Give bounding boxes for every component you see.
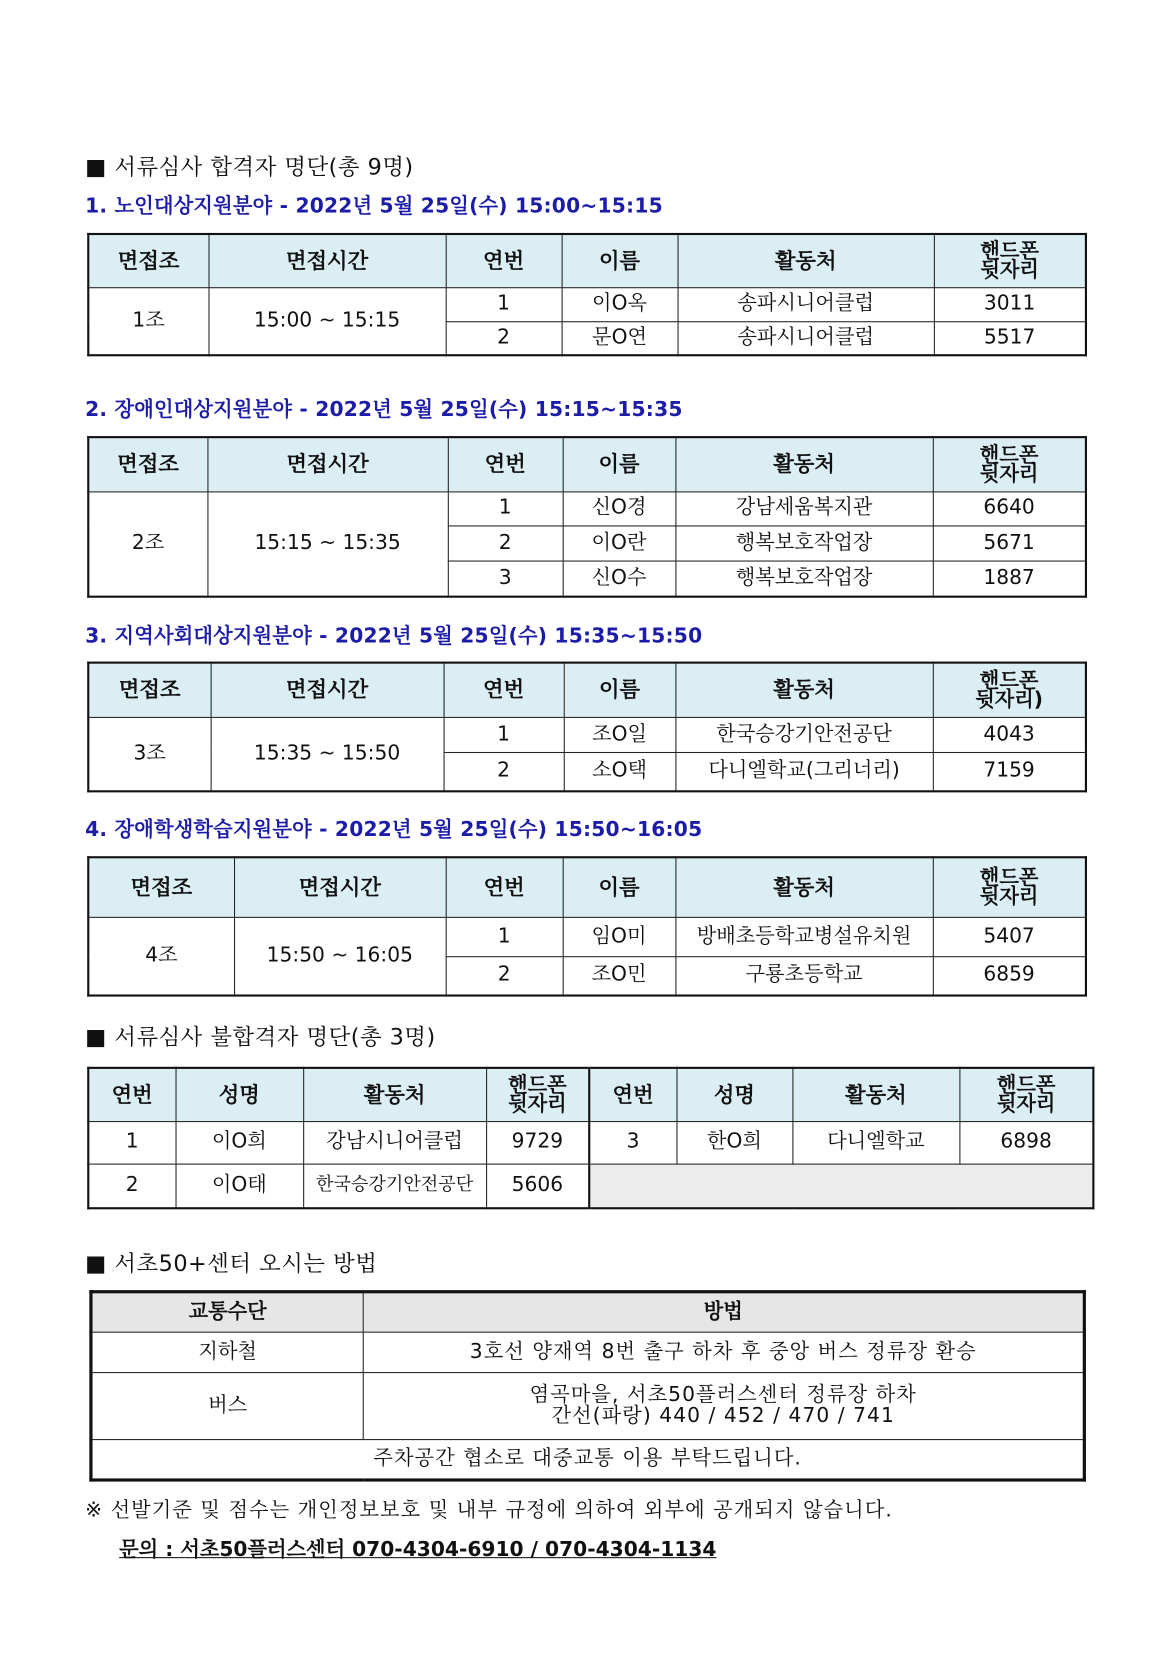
number-cell: 2 [446, 321, 562, 355]
empty-cell [589, 1164, 1093, 1209]
column-header: 면접조 [88, 663, 210, 717]
name-cell: 문O연 [562, 321, 678, 355]
column-header: 활동처 [675, 437, 932, 491]
interview-table [87, 233, 1087, 356]
column-header: 이름 [564, 663, 676, 717]
name-cell: 이O희 [175, 1121, 303, 1164]
team-cell: 3조 [88, 717, 210, 791]
phone-cell: 3011 [934, 287, 1086, 321]
organization-cell: 구룡초등학교 [675, 956, 932, 995]
number-cell: 3 [589, 1121, 676, 1164]
phone-cell: 4043 [933, 717, 1086, 752]
name-cell: 신O수 [563, 561, 676, 597]
column-header: 핸드폰 뒷자리 [959, 1068, 1093, 1121]
parking-note: 주차공간 협소로 대중교통 이용 부탁드립니다. [91, 1440, 1084, 1480]
organization-cell: 한국승강기안전공단 [675, 717, 932, 752]
failed-table [87, 1067, 1094, 1210]
time-cell: 15:15 ~ 15:35 [207, 491, 447, 596]
column-header: 면접조 [88, 234, 208, 287]
team-cell: 4조 [88, 917, 234, 996]
name-cell: 신O경 [563, 491, 676, 525]
name-cell: 한O희 [676, 1121, 792, 1164]
column-header: 교통수단 [91, 1292, 363, 1332]
number-cell: 3 [448, 561, 563, 597]
transport-mode-cell: 버스 [91, 1373, 363, 1440]
column-header: 연번 [589, 1068, 676, 1121]
table-row [91, 1332, 1084, 1372]
transport-mode-cell: 지하철 [91, 1332, 363, 1372]
time-cell: 15:35 ~ 15:50 [211, 717, 444, 791]
column-header: 이름 [562, 234, 678, 287]
directions-table [89, 1290, 1086, 1481]
number-cell: 1 [88, 1121, 175, 1164]
column-header: 면접시간 [208, 234, 445, 287]
phone-cell: 9729 [486, 1121, 589, 1164]
column-header: 이름 [563, 437, 676, 491]
method-cell: 3호선 양재역 8번 출구 하차 후 중앙 버스 정류장 환승 [363, 1332, 1084, 1372]
number-cell: 1 [444, 717, 564, 752]
name-cell: 임O미 [563, 917, 676, 956]
interview-table [87, 662, 1087, 793]
column-header: 연번 [446, 857, 563, 917]
phone-cell: 7159 [933, 752, 1086, 791]
team-cell: 2조 [88, 491, 207, 596]
table-row [88, 917, 1086, 956]
column-header: 핸드폰 뒷자리) [933, 663, 1086, 717]
contact-info: 문의 : 서초50플러스센터 070-4304-6910 / 070-4304-1134 [119, 1537, 717, 1562]
column-header: 면접시간 [207, 437, 447, 491]
team-cell: 1조 [88, 287, 208, 355]
column-header: 이름 [563, 857, 676, 917]
interview-table [87, 436, 1087, 598]
column-header: 활동처 [678, 234, 934, 287]
group-title: 1. 노인대상지원분야 - 2022년 5월 25일(수) 15:00~15:15 [85, 194, 663, 219]
column-header: 핸드폰 뒷자리 [933, 437, 1086, 491]
column-header: 활동처 [675, 663, 932, 717]
column-header: 활동처 [303, 1068, 486, 1121]
failed-heading: ■ 서류심사 불합격자 명단(총 3명) [85, 1024, 436, 1050]
name-cell: 이O란 [563, 525, 676, 560]
interview-table [87, 856, 1087, 996]
column-header: 핸드폰 뒷자리 [933, 857, 1086, 917]
phone-cell: 1887 [933, 561, 1086, 597]
column-header: 면접시간 [211, 663, 444, 717]
number-cell: 2 [446, 956, 563, 995]
name-cell: 소O택 [564, 752, 676, 791]
number-cell: 2 [88, 1164, 175, 1209]
phone-cell: 6859 [933, 956, 1086, 995]
name-cell: 이O옥 [562, 287, 678, 321]
organization-cell: 한국승강기안전공단 [303, 1164, 486, 1209]
number-cell: 1 [446, 917, 563, 956]
column-header: 연번 [446, 234, 562, 287]
number-cell: 1 [446, 287, 562, 321]
organization-cell: 행복보호작업장 [675, 561, 932, 597]
column-header: 방법 [363, 1292, 1084, 1332]
organization-cell: 강남세움복지관 [675, 491, 932, 525]
name-cell: 조O민 [563, 956, 676, 995]
phone-cell: 5517 [934, 321, 1086, 355]
column-header: 면접조 [88, 437, 207, 491]
table-row [88, 717, 1086, 752]
column-header: 성명 [175, 1068, 303, 1121]
table-row [88, 1164, 1093, 1209]
number-cell: 1 [448, 491, 563, 525]
organization-cell: 다니엘학교(그리너리) [675, 752, 932, 791]
column-header: 성명 [676, 1068, 792, 1121]
column-header: 활동처 [792, 1068, 959, 1121]
name-cell: 이O태 [175, 1164, 303, 1209]
table-row [91, 1373, 1084, 1440]
phone-cell: 6640 [933, 491, 1086, 525]
name-cell: 조O일 [564, 717, 676, 752]
number-cell: 2 [448, 525, 563, 560]
column-header: 연번 [444, 663, 564, 717]
passed-heading: ■ 서류심사 합격자 명단(총 9명) [85, 154, 414, 180]
column-header: 면접조 [88, 857, 234, 917]
organization-cell: 방배초등학교병설유치원 [675, 917, 932, 956]
phone-cell: 5407 [933, 917, 1086, 956]
group-title: 4. 장애학생학습지원분야 - 2022년 5월 25일(수) 15:50~16:05 [85, 817, 703, 842]
column-header: 핸드폰 뒷자리 [934, 234, 1086, 287]
organization-cell: 다니엘학교 [792, 1121, 959, 1164]
time-cell: 15:00 ~ 15:15 [208, 287, 445, 355]
number-cell: 2 [444, 752, 564, 791]
table-row [88, 1121, 1093, 1164]
organization-cell: 송파시니어클럽 [678, 287, 934, 321]
column-header: 핸드폰 뒷자리 [486, 1068, 589, 1121]
column-header: 활동처 [675, 857, 932, 917]
time-cell: 15:50 ~ 16:05 [234, 917, 446, 996]
phone-cell: 5606 [486, 1164, 589, 1209]
column-header: 연번 [88, 1068, 175, 1121]
column-header: 면접시간 [234, 857, 446, 917]
organization-cell: 행복보호작업장 [675, 525, 932, 560]
table-row [88, 491, 1086, 525]
directions-heading: ■ 서초50+센터 오시는 방법 [85, 1250, 378, 1277]
table-row [88, 287, 1086, 321]
method-cell: 염곡마을, 서초50플러스센터 정류장 하차 간선(파랑) 440 / 452 / 470 / 741 [363, 1373, 1084, 1440]
phone-cell: 6898 [959, 1121, 1093, 1164]
group-title: 2. 장애인대상지원분야 - 2022년 5월 25일(수) 15:15~15:35 [85, 397, 683, 422]
organization-cell: 강남시니어클럽 [303, 1121, 486, 1164]
privacy-note: ※ 선발기준 및 점수는 개인정보보호 및 내부 규정에 의하여 외부에 공개되지 않습니다. [85, 1498, 893, 1523]
organization-cell: 송파시니어클럽 [678, 321, 934, 355]
phone-cell: 5671 [933, 525, 1086, 560]
column-header: 연번 [448, 437, 563, 491]
group-title: 3. 지역사회대상지원분야 - 2022년 5월 25일(수) 15:35~15:50 [85, 624, 703, 648]
